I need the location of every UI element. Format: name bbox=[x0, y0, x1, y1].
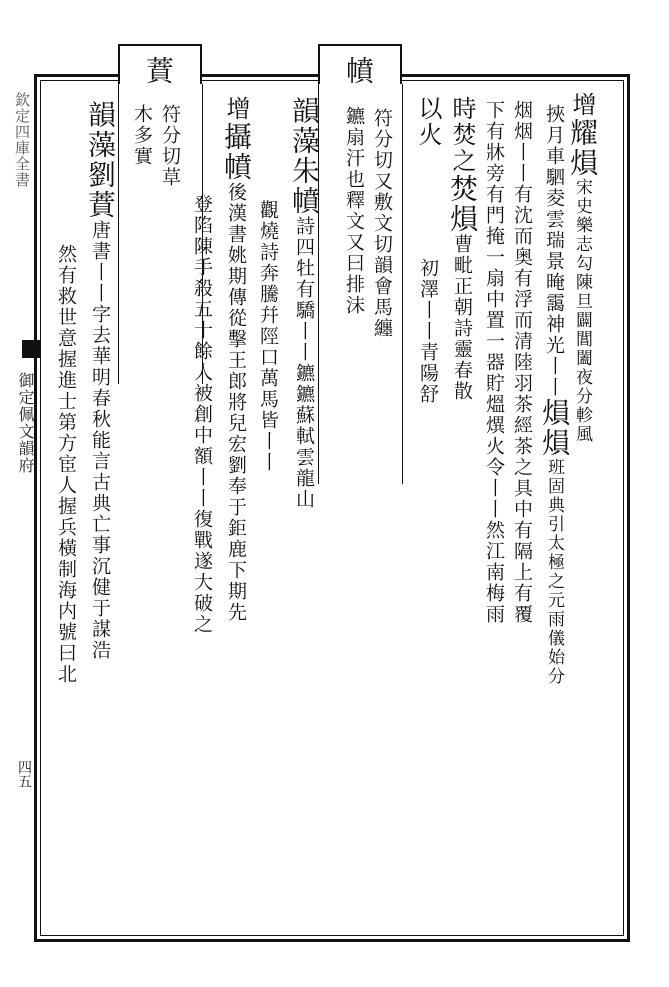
text-column-8: 鑣扇汗也釋文又曰排沫 bbox=[343, 106, 365, 316]
tag-zeng: 增 bbox=[222, 96, 250, 122]
section-divider bbox=[402, 84, 403, 484]
text-column-14: 木多實 bbox=[131, 104, 153, 167]
text-column-7: 符分切又敷文切韻會馬纏 bbox=[371, 108, 393, 339]
section-divider bbox=[118, 84, 119, 384]
entry-term: 劉蕡 bbox=[84, 160, 117, 220]
entry-citation: 宋史樂志勾陳旦闢閶闔夜分軫風 bbox=[572, 178, 592, 444]
text-column-11: 增攝幩後漢書姚期傳從擊王郎將兒宏劉奉于鉅鹿下期先 bbox=[220, 96, 253, 623]
inner-border bbox=[40, 80, 624, 936]
margin-top-fragment: 欽定四庫全書 bbox=[13, 92, 31, 188]
margin-book-title: 御定佩文韻府 bbox=[16, 372, 35, 474]
text-column-5: 時焚之焚熉曹毗正朝詩靈春散 bbox=[446, 96, 479, 402]
text-column-13: 符分切草 bbox=[159, 104, 181, 188]
tag-yunzao: 韻藻 bbox=[288, 96, 321, 156]
text-column-12: 登陷陳手殺五十餘人被創中額丨丨復戰遂大破之 bbox=[191, 194, 213, 635]
text-column-4: 下有牀旁有門掩一扇中置一器貯熅熼火令丨丨然江南梅雨 bbox=[483, 100, 505, 625]
tag-yunzao: 韻藻 bbox=[84, 100, 117, 160]
entry-term: 熉熉 bbox=[538, 398, 571, 458]
headword-kui: 幩 bbox=[342, 56, 375, 86]
page-number: 四五 bbox=[16, 760, 32, 788]
text-column-10: 觀燒詩奔騰幷陘口萬馬皆丨丨 bbox=[257, 200, 279, 473]
entry-term: 焚熉 bbox=[446, 174, 479, 234]
tag-zeng: 增 bbox=[568, 92, 596, 118]
text-column-16: 然有救世意握進士第方宦人握兵橫制海内號曰北 bbox=[55, 244, 77, 685]
text-column-6: 以火初澤丨丨青陽舒 bbox=[414, 96, 442, 405]
entry-term: 朱幩 bbox=[288, 156, 321, 216]
text-column-1 bbox=[566, 92, 599, 444]
text-column-9: 韻藻朱幩詩四牡有驕丨丨鑣鑣蘇軾雲龍山 bbox=[288, 96, 321, 510]
headword-fen: 蕡 bbox=[142, 56, 175, 86]
entry-term: 攝幩 bbox=[220, 122, 253, 182]
text-column-2: 挾月車駟夌雲瑞景晻靄神光丨丨熉熉班固典引太極之元雨儀始分 bbox=[538, 104, 571, 686]
entry-term: 耀熉 bbox=[566, 118, 599, 178]
text-column-3: 烟烟丨丨有沈而奥有浮而清陸羽茶經茶之具中有隔上有覆 bbox=[511, 100, 533, 625]
text-column-15: 韻藻劉蕡唐書丨丨字去華明春秋能言古典亡事沉健于謀浩 bbox=[84, 100, 117, 661]
